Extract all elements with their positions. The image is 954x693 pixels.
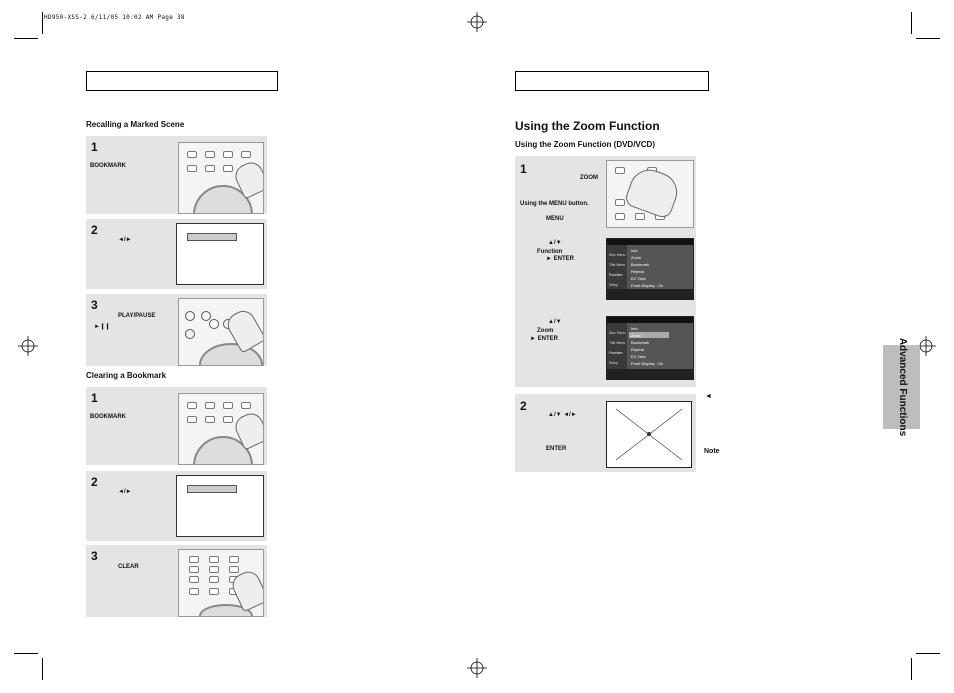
page-title: Using the Zoom Function bbox=[515, 119, 660, 133]
osd-sidebar-item: Disc Menu bbox=[609, 331, 626, 335]
advanced-functions-tab bbox=[883, 337, 920, 437]
recall-step-2-panel bbox=[86, 219, 267, 289]
osd-sidebar-item: Title Menu bbox=[609, 263, 626, 267]
crop-mark bbox=[14, 38, 38, 39]
osd-menu-function bbox=[606, 238, 694, 300]
clear-step-3-panel bbox=[86, 545, 267, 617]
step-number: 3 bbox=[91, 549, 98, 563]
recall-section-title: Recalling a Marked Scene bbox=[86, 120, 185, 129]
bookmark-label: BOOKMARK bbox=[90, 163, 126, 169]
crop-mark bbox=[911, 12, 912, 34]
crop-mark bbox=[916, 38, 940, 39]
remote-control-image bbox=[606, 160, 694, 228]
osd-menu-item: Front Display : On bbox=[631, 283, 664, 288]
remote-control-image bbox=[178, 142, 264, 214]
osd-menu-item: EZ View bbox=[631, 276, 646, 281]
tv-screen-image bbox=[176, 475, 264, 537]
osd-sidebar-item: Function bbox=[609, 351, 623, 355]
note-label: Note bbox=[704, 448, 720, 455]
crop-mark bbox=[42, 12, 43, 34]
remote-control-image bbox=[178, 549, 264, 617]
up-down-arrows-label: ▲/▼ bbox=[548, 319, 562, 325]
zoom-step-1-panel bbox=[515, 156, 696, 387]
recall-step-3-panel bbox=[86, 294, 267, 366]
crop-mark bbox=[916, 653, 940, 654]
osd-menu-item: Bookmark bbox=[631, 340, 650, 345]
play-pause-icon: ►❙❙ bbox=[94, 324, 110, 330]
recall-step-1-panel bbox=[86, 136, 267, 214]
right-header-box bbox=[515, 71, 709, 91]
remote-control-image bbox=[178, 393, 264, 465]
print-header: HD950-XSS-2 6/11/05 10:02 AM Page 38 bbox=[44, 14, 185, 21]
navigation-arrows-label: ▲/▼ ◄/► bbox=[548, 412, 577, 418]
osd-menu-item: Repeat bbox=[631, 269, 644, 274]
zoom-step-2-panel bbox=[515, 394, 696, 472]
menu-label: MENU bbox=[546, 216, 564, 222]
step-number: 1 bbox=[520, 162, 527, 176]
step-number: 2 bbox=[91, 475, 98, 489]
zoom-label: ZOOM bbox=[580, 175, 598, 181]
osd-menu-item: Zoom bbox=[631, 333, 642, 338]
crop-mark bbox=[14, 653, 38, 654]
step-number: 2 bbox=[520, 399, 527, 413]
osd-menu-zoom bbox=[606, 316, 694, 380]
left-header-box bbox=[86, 71, 278, 91]
enter-label: ► ENTER bbox=[530, 336, 558, 342]
step-number: 2 bbox=[91, 223, 98, 237]
registration-mark-icon bbox=[467, 658, 487, 678]
osd-menu-item: Repeat bbox=[631, 347, 644, 352]
osd-menu-item: Info bbox=[631, 248, 638, 253]
registration-mark-icon bbox=[467, 12, 487, 32]
step-number: 3 bbox=[91, 298, 98, 312]
clear-section-title: Clearing a Bookmark bbox=[86, 371, 167, 380]
osd-sidebar-item: Disc Menu bbox=[609, 253, 626, 257]
function-label: Function bbox=[537, 249, 563, 255]
crop-mark bbox=[42, 658, 43, 680]
osd-sidebar-item: Title Menu bbox=[609, 341, 626, 345]
up-down-arrows-label: ▲/▼ bbox=[548, 240, 562, 246]
zoom-item-label: Zoom bbox=[537, 328, 554, 334]
tab-label: Advanced Functions bbox=[896, 337, 908, 437]
left-right-arrows-label: ◄/► bbox=[118, 237, 132, 243]
clear-label: CLEAR bbox=[118, 564, 139, 570]
clear-step-1-panel bbox=[86, 387, 267, 465]
osd-menu-item: Front Display : On bbox=[631, 361, 664, 366]
clear-step-2-panel bbox=[86, 471, 267, 541]
play-pause-label: PLAY/PAUSE bbox=[118, 313, 156, 319]
osd-menu-item: Zoom bbox=[631, 255, 642, 260]
osd-sidebar-item: Setup bbox=[609, 283, 619, 287]
enter-label: ENTER bbox=[546, 446, 567, 452]
osd-menu-item: Bookmark bbox=[631, 262, 650, 267]
enter-label: ► ENTER bbox=[546, 256, 574, 262]
tv-screen-image bbox=[176, 223, 264, 285]
osd-sidebar-item: Setup bbox=[609, 361, 619, 365]
side-arrow-icon: ◄ bbox=[705, 393, 712, 400]
bookmark-label: BOOKMARK bbox=[90, 414, 126, 420]
osd-menu-item: Info bbox=[631, 326, 638, 331]
step-number: 1 bbox=[91, 391, 98, 405]
menu-note: Using the MENU button. bbox=[520, 201, 589, 207]
step-number: 1 bbox=[91, 140, 98, 154]
registration-mark-icon bbox=[18, 336, 38, 356]
crop-mark bbox=[911, 658, 912, 680]
osd-sidebar-item: Function bbox=[609, 273, 623, 277]
left-right-arrows-label: ◄/► bbox=[118, 489, 132, 495]
zoom-screen-image bbox=[606, 401, 692, 468]
remote-control-image bbox=[178, 298, 264, 366]
page-subtitle: Using the Zoom Function (DVD/VCD) bbox=[515, 140, 655, 149]
osd-menu-item: EZ View bbox=[631, 354, 646, 359]
